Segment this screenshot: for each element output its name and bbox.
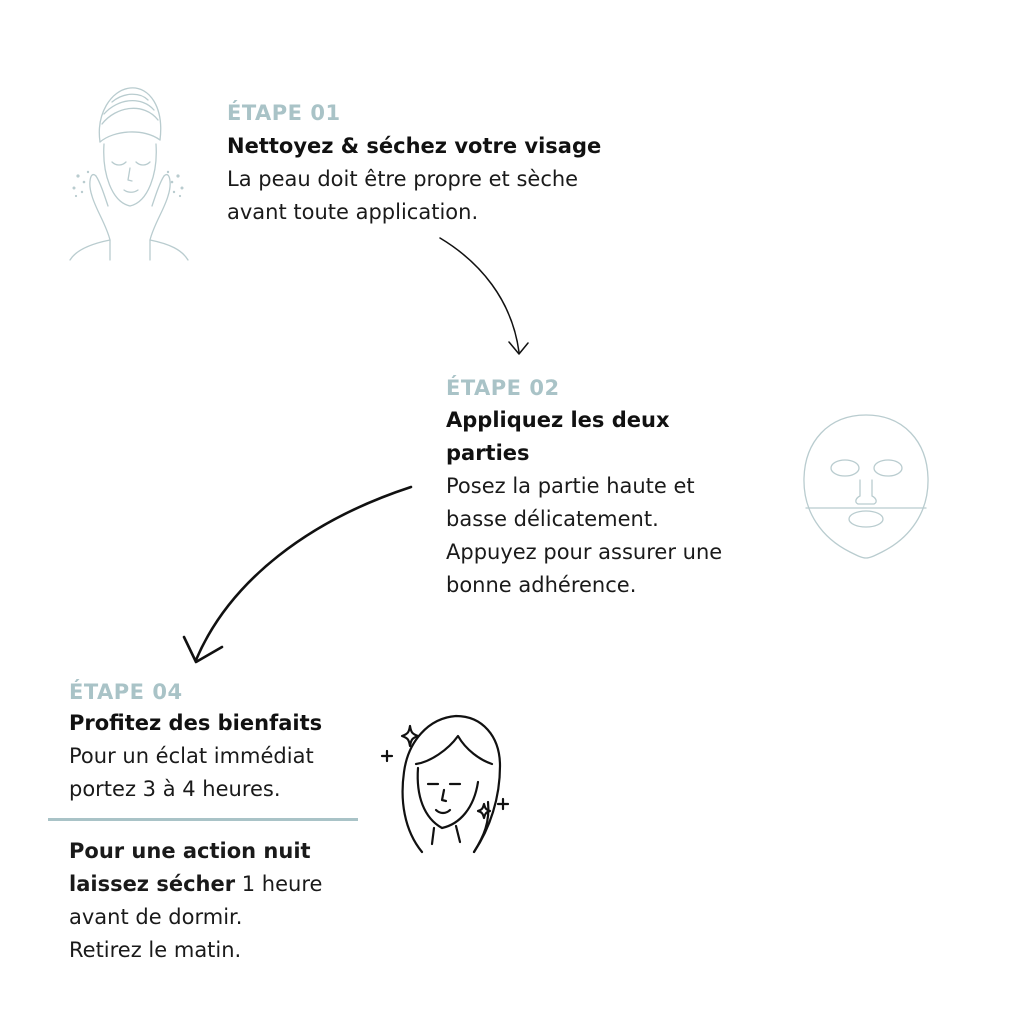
night-action-bold-phrase: laissez sécher	[69, 872, 236, 896]
step-2-title-line: Appliquez les deux	[446, 408, 670, 432]
step-2-text-line: Appuyez pour assurer une	[446, 540, 723, 564]
step-1-text-line: La peau doit être propre et sèche	[227, 167, 579, 191]
night-action-bold-line: Pour une action nuit	[69, 839, 311, 863]
night-action-duration: 1 heure	[235, 872, 323, 896]
step-4-text-line: portez 3 à 4 heures.	[69, 777, 281, 801]
step-4-label: ÉTAPE 04	[69, 680, 183, 704]
step-4-title: Profitez des bienfaits	[69, 711, 323, 735]
step-2-title-line: parties	[446, 441, 530, 465]
divider	[48, 818, 358, 821]
night-action-line: Retirez le matin.	[69, 938, 242, 962]
step-2-text-line: bonne adhérence.	[446, 573, 637, 597]
step-4-description	[69, 740, 314, 806]
step-2-text-line: Posez la partie haute et	[446, 474, 695, 498]
night-action-line	[69, 868, 322, 901]
step-2-text-line: basse délicatement.	[446, 507, 659, 531]
glowing-face-icon	[378, 712, 514, 858]
step-4-text-line: Pour un éclat immédiat	[69, 744, 314, 768]
night-action-line: avant de dormir.	[69, 905, 243, 929]
step-1-title: Nettoyez & séchez votre visage	[227, 134, 602, 158]
step-2-label: ÉTAPE 02	[446, 376, 560, 400]
night-action-text	[69, 835, 322, 967]
step-1-label: ÉTAPE 01	[227, 101, 341, 125]
step-1-text-line: avant toute application.	[227, 200, 479, 224]
